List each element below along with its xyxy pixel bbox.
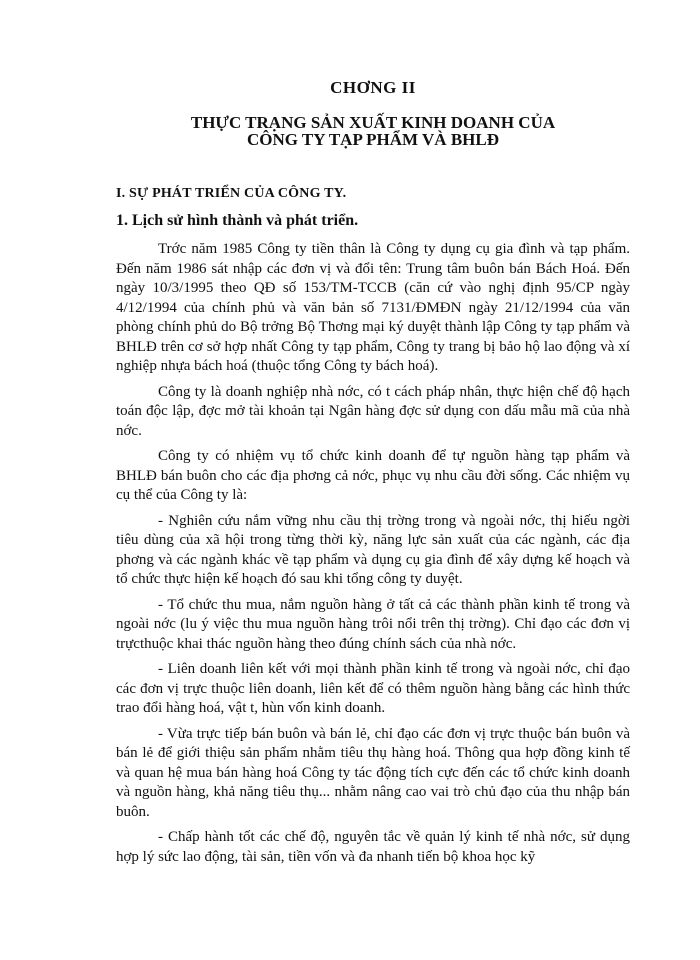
paragraph: - Nghiên cứu nắm vững nhu cầu thị trờng trong và ngoài nớc, thị hiếu ngời tiêu dùng của xã hội trong từng thời kỳ, năng lực sản xuất của các ngành, các địa phơng và các ngành khác về tạp phẩm và dụng cụ gia đình để xây dựng kế hoạch và tổ chức thực hiện kế hoạch đó sau khi tổng công ty duyệt. <box>116 512 630 587</box>
paragraph: - Chấp hành tốt các chế độ, nguyên tắc về quản lý kinh tế nhà nớc, sử dụng hợp lý sức lao động, tài sản, tiền vốn và đa nhanh tiến bộ khoa học kỹ <box>116 829 630 865</box>
paragraph: Công ty có nhiệm vụ tổ chức kinh doanh để tự nguồn hàng tạp phẩm và BHLĐ bán buôn cho các địa phơng cả nớc, phục vụ nhu cầu đời sống. Các nhiệm vụ cụ thể của Công ty là: <box>116 448 630 503</box>
paragraph: - Tổ chức thu mua, nắm nguồn hàng ở tất cả các thành phần kinh tế trong và ngoài nớc (lu ý việc thu mua nguồn hàng trôi nổi trên thị trờng). Chỉ đạo các đơn vị trựcthuộc khai thác nguồn hàng theo đúng chính sách của nhà nớc. <box>116 596 630 652</box>
section-heading: I. SỰ PHÁT TRIỂN CỦA CÔNG TY. <box>116 186 347 201</box>
chapter-heading: CHƠNG II <box>330 78 416 97</box>
paragraph: Trớc năm 1985 Công ty tiền thân là Công ty dụng cụ gia đình và tạp phẩm. Đến năm 1986 sát nhập các đơn vị và đổi tên: Trung tâm buôn bán Bách Hoá. Đến ngày 10/3/1995 theo QĐ số 153/TM-TCCB (căn cứ vào nghị định 95/CP ngày 4/12/1994 của chính phủ và văn bản số 7131/ĐMĐN ngày 21/12/1994 của văn phòng chính phủ do Bộ trởng Bộ Thơng mại ký duyệt thành lập Công ty tạp phẩm và BHLĐ trên cơ sở hợp nhất Công ty tạp phẩm, Công ty trang bị bảo hộ lao động và xí nghiệp nhựa bách hoá (thuộc tổng Công ty bách hoá). <box>116 241 630 374</box>
paragraph: - Liên doanh liên kết với mọi thành phần kinh tế trong và ngoài nớc, chỉ đạo các đơn vị trực thuộc liên doanh, liên kết để có thêm nguồn hàng bằng các hình thức trao đổi hàng hoá, vật t, hùn vốn kinh doanh. <box>116 661 630 716</box>
paragraph: - Vừa trực tiếp bán buôn và bán lẻ, chỉ đạo các đơn vị trực thuộc bán buôn và bán lẻ để giới thiệu sản phẩm nhằm tiêu thụ hàng hoá. Thông qua hợp đồng kinh tế và quan hệ mua bán hàng hoá Công ty tác động tích cực đến các tổ chức kinh doanh và nguồn hàng, khả năng tiêu thụ... nhằm nâng cao vai trò chủ đạo của thu nhập bán buôn. <box>116 725 630 820</box>
subsection-heading: 1. Lịch sử hình thành và phát triển. <box>116 212 359 229</box>
chapter-title-line-2: CÔNG TY TẠP PHẨM VÀ BHLĐ <box>246 130 500 149</box>
chapter-title-line-1: THỰC TRẠNG SẢN XUẤT KINH DOANH CỦA <box>190 113 556 132</box>
paragraph: Công ty là doanh nghiệp nhà nớc, có t cách pháp nhân, thực hiện chế độ hạch toán độc lập, đợc mở tài khoản tại Ngân hàng đợc sử dụng con dấu mẫu mã của nhà nớc. <box>116 383 630 439</box>
chapter-title <box>116 114 630 148</box>
